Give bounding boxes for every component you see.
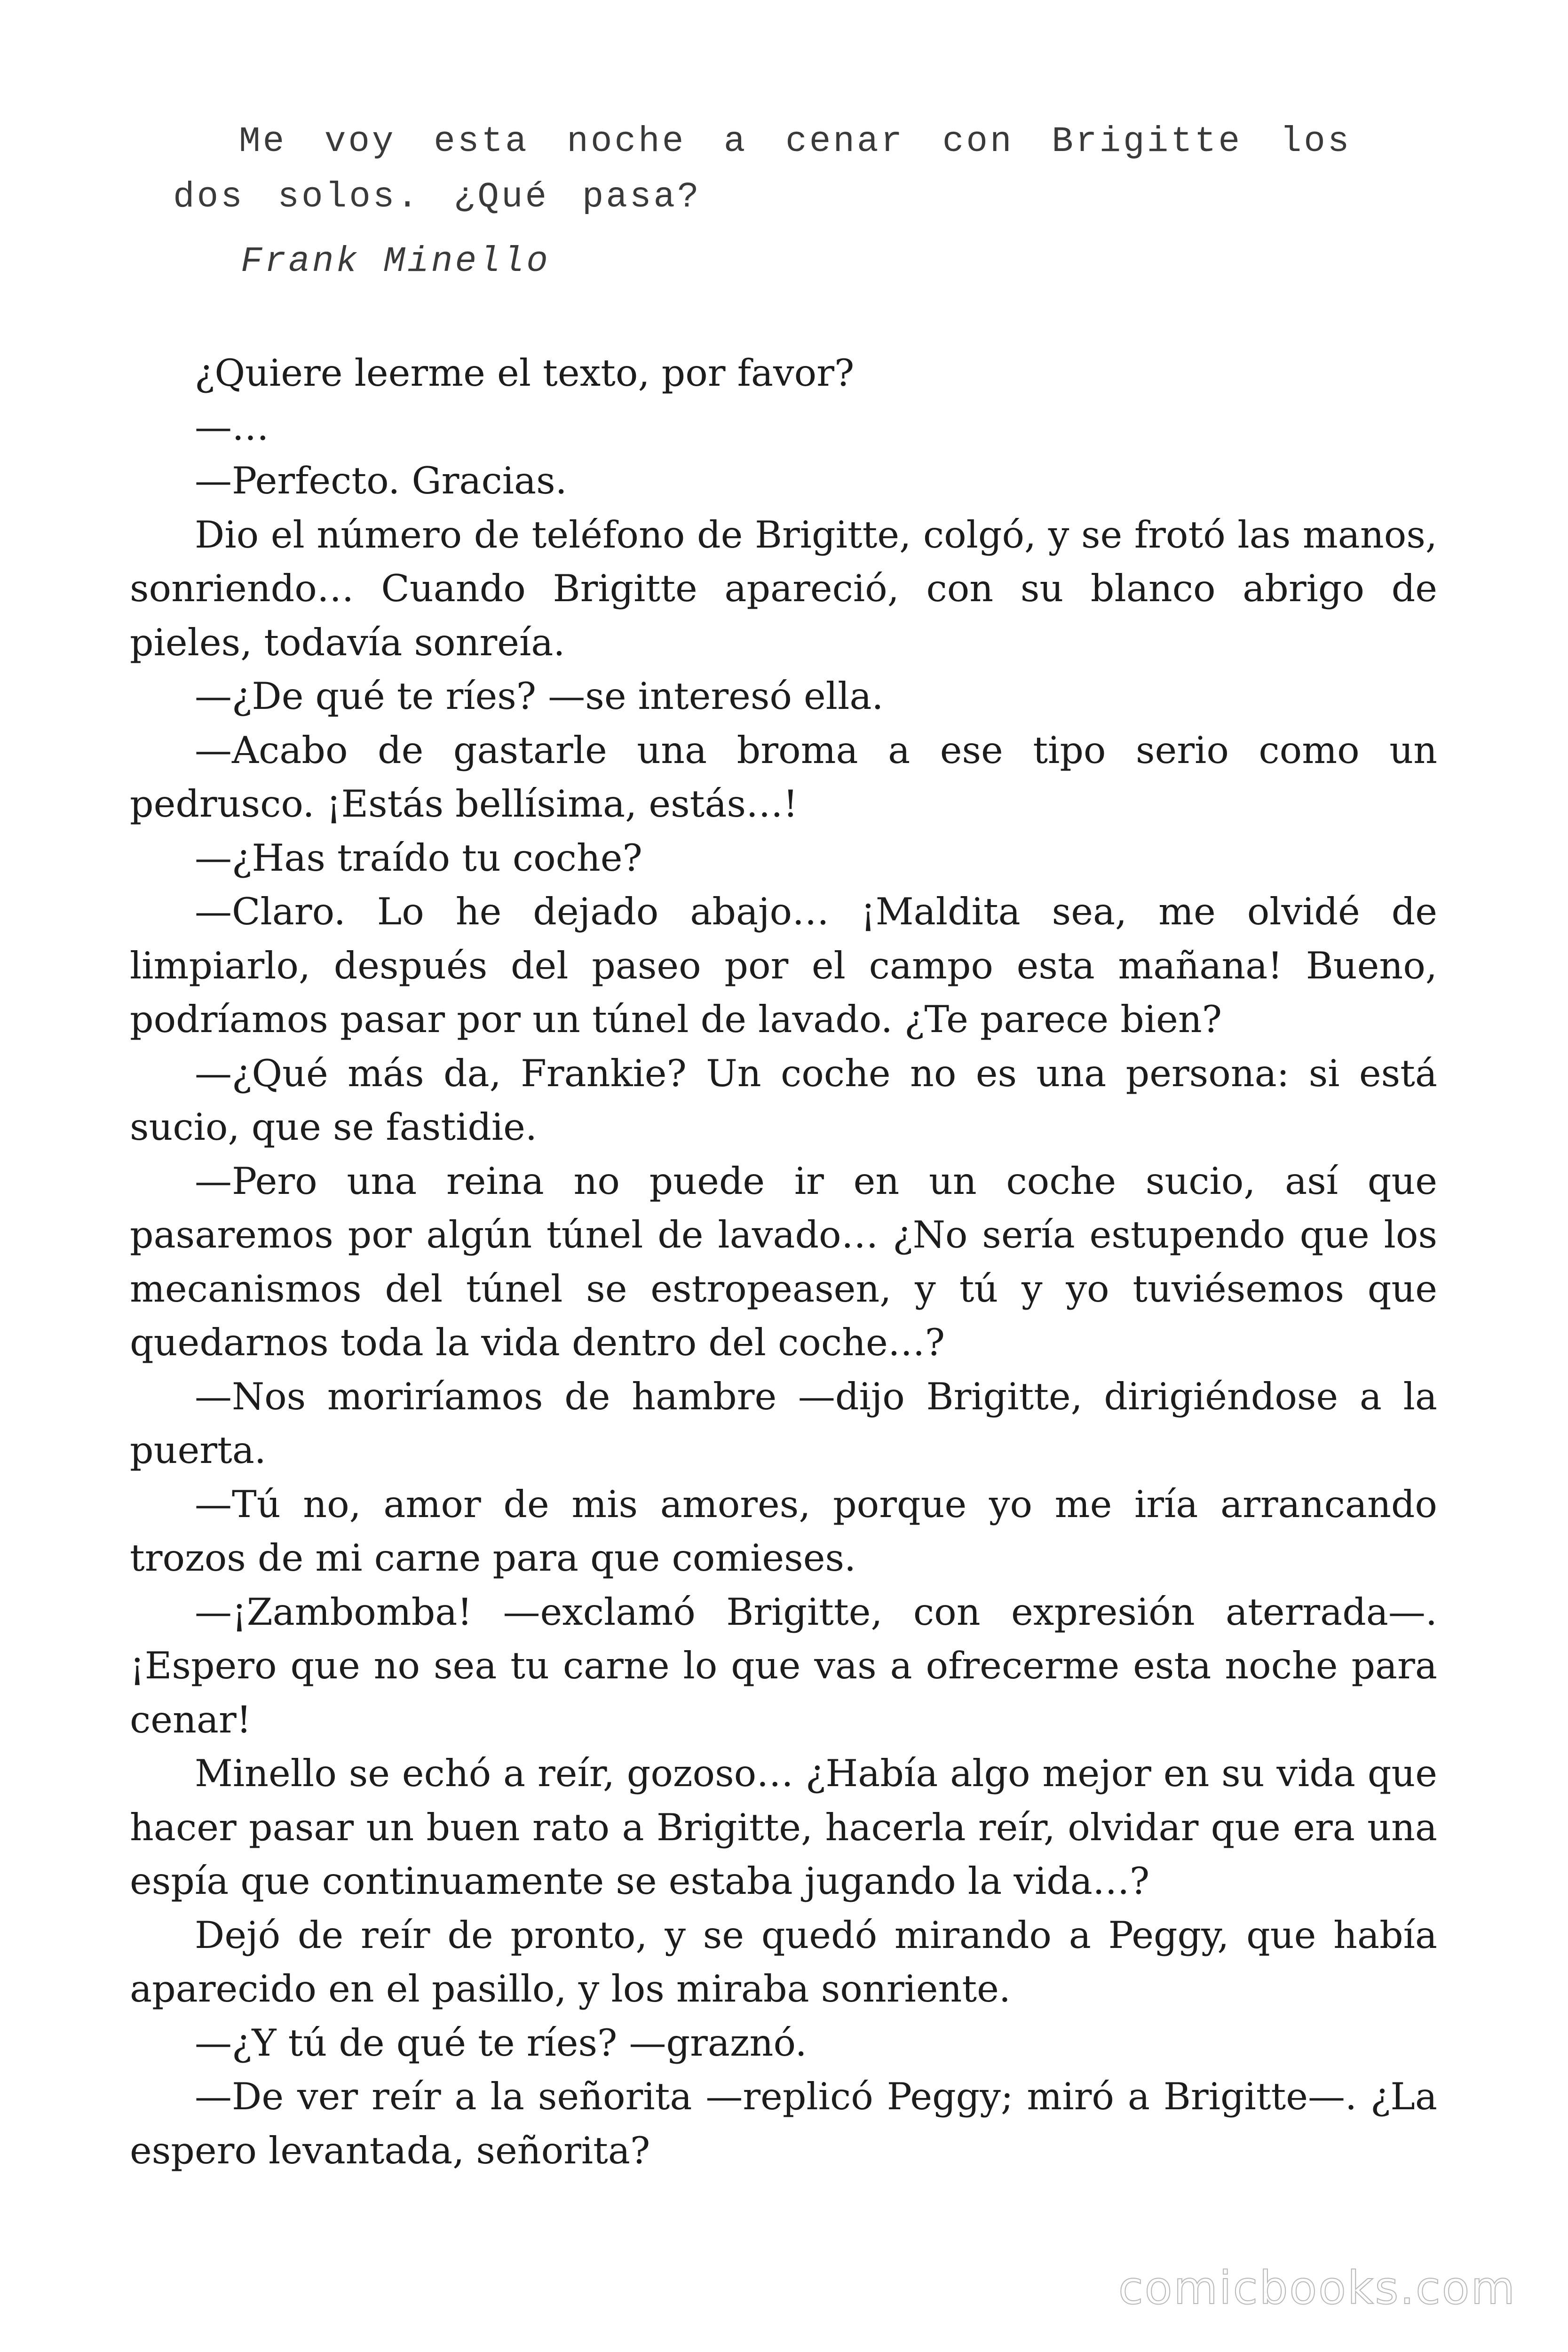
paragraph: Dio el número de teléfono de Brigitte, colgó, y se frotó las manos, sonriendo… Cuando Brigitte apareció, con su blanco abrigo de pieles, todavía sonreía. — [130, 513, 1437, 664]
telegram-line-1: Me voy esta noche a cenar con Brigitte los — [239, 121, 1352, 162]
paragraph: —Claro. Lo he dejado abajo… ¡Maldita sea, me olvidé de limpiarlo, después del paseo por el campo esta mañana! Bueno, podríamos pasar por un túnel de lavado. ¿Te parece bien? — [130, 890, 1437, 1041]
watermark: comicbooks.com — [1118, 2262, 1516, 2314]
paragraph: —De ver reír a la señorita —replicó Peggy; miró a Brigitte—. ¿La espero levantada, señorita? — [130, 2075, 1437, 2172]
body-text — [130, 346, 1437, 2177]
paragraph: ¿Quiere leerme el texto, por favor? — [195, 351, 855, 395]
paragraph: —¿De qué te ríes? —se interesó ella. — [195, 675, 884, 718]
telegram-signature: Frank Minello — [241, 241, 550, 282]
paragraph: —¡Zambomba! —exclamó Brigitte, con expresión aterrada—. ¡Espero que no sea tu carne lo que vas a ofrecerme esta noche para cenar! — [130, 1590, 1437, 1741]
paragraph: —¿Qué más da, Frankie? Un coche no es una persona: si está sucio, que se fastidie. — [130, 1051, 1437, 1149]
paragraph: Dejó de reír de pronto, y se quedó mirando a Peggy, que había aparecido en el pasillo, y los miraba sonriente. — [130, 1913, 1437, 2010]
paragraph: —Nos moriríamos de hambre —dijo Brigitte, dirigiéndose a la puerta. — [130, 1375, 1437, 1472]
paragraph: —… — [195, 405, 269, 449]
paragraph: —Tú no, amor de mis amores, porque yo me iría arrancando trozos de mi carne para que comieses. — [130, 1482, 1437, 1580]
paragraph: —Pero una reina no puede ir en un coche sucio, así que pasaremos por algún túnel de lavado… ¿No sería estupendo que los mecanismos del túnel se estropeasen, y tú y yo tuviésemos que quedarnos toda la vida dentro del coche…? — [130, 1159, 1437, 1364]
paragraph: —¿Has traído tu coche? — [195, 836, 642, 880]
paragraph: —¿Y tú de qué te ríes? —graznó. — [195, 2021, 807, 2065]
paragraph: Minello se echó a reír, gozoso… ¿Había algo mejor en su vida que hacer pasar un buen rato a Brigitte, hacerla reír, olvidar que era una espía que continuamente se estaba jugando la vida…? — [130, 1752, 1437, 1903]
paragraph: —Acabo de gastarle una broma a ese tipo serio como un pedrusco. ¡Estás bellísima, estás…! — [130, 728, 1437, 826]
telegram-line-2: dos solos. ¿Qué pasa? — [173, 177, 701, 217]
paragraph: —Perfecto. Gracias. — [195, 459, 567, 502]
